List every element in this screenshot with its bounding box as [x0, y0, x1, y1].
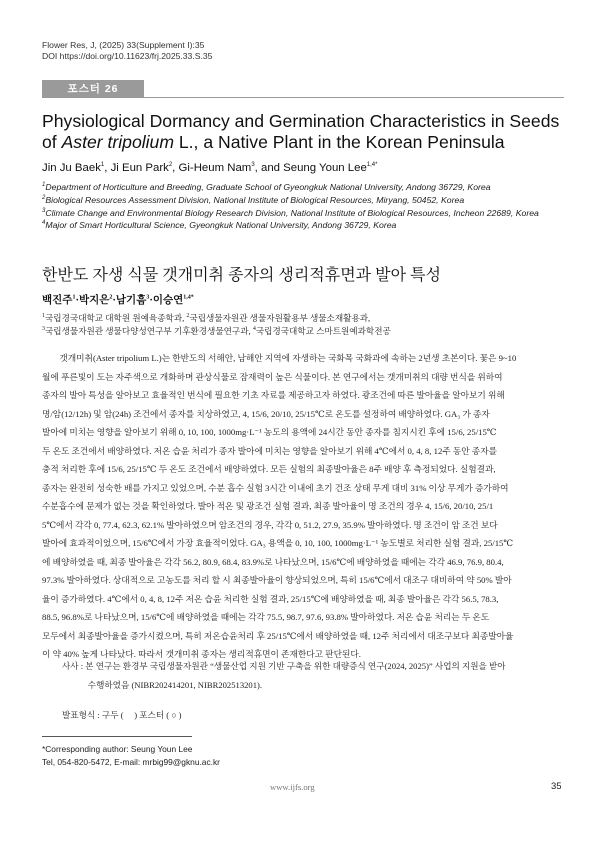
author-separator: ,	[172, 162, 179, 174]
author-sup: 2	[109, 294, 113, 301]
footnote-divider	[42, 736, 192, 737]
abstract-line: 종자는 완전히 성숙한 배를 가지고 있었으며, 수분 흡수 실험 3시간 이내에 초기 건조 상태 무게 대비 31% 이상 무게가 증가하여	[42, 482, 509, 493]
abstract-line: 에 배양하였을 때, 최종 발아율은 각각 56.2, 80.9, 68.4, 83.9%로 나타났으며, 15/6℃에 배양하였을 때에는 각각 46.9, 76.9, 80.4,	[42, 556, 504, 567]
abstract-body	[42, 349, 564, 664]
affiliation-sup: 3	[42, 207, 46, 214]
affiliation-line	[42, 325, 567, 338]
author-sup: 1	[72, 294, 76, 301]
author-sup: 3	[251, 162, 255, 169]
affiliation-item	[42, 194, 567, 207]
corresponding-author: *Corresponding author: Seung Youn Lee	[42, 744, 193, 754]
acknowledgement	[62, 657, 562, 695]
author-name: 박지은	[78, 295, 110, 306]
author-name: Jin Ju Baek	[42, 162, 101, 174]
abstract-line: 모두에서 최종발아율을 증가시켰으며, 특히 저온습윤처리 후 25/15℃에서 배양하였을 때, 12주 처리에서 대조구보다 최종발아율	[42, 630, 514, 641]
affiliation-text: 국립생물자원관 생물자원활용부 생물소재활용과,	[189, 313, 371, 323]
affiliation-sup: 4	[252, 326, 256, 333]
abstract-line: 수분흡수에 문제가 없는 것을 확인하였다. 발아 적온 및 광조건 실험 결과, 최종 발아율이 명 조건의 경우 4, 15/6, 20/10, 25/1	[42, 501, 494, 511]
affiliation-item	[42, 219, 567, 232]
author-name: Gi-Heum Nam	[178, 162, 252, 174]
abstract-line: 율이 증가하였다. 4℃에서 0, 4, 8, 12주 저온 습윤 처리한 실험 결과, 25/15℃에 배양하였을 때, 최종 발아율은 각각 56.5, 78.3,	[42, 593, 499, 604]
abstract-line: 발아에 미치는 영향을 알아보기 위해 0, 10, 100, 1000mg·L⁻¹ 농도의 용액에 24시간 동안 종자를 침지시킨 후에 15/6, 25/15℃	[42, 427, 497, 437]
paper-title-english	[42, 111, 567, 153]
affiliation-text: 국립경국대학교 스마트원예과학전공	[255, 326, 391, 336]
paper-title-korean: 한반도 자생 식물 갯개미취 종자의 생리적휴면과 발아 특성	[42, 267, 441, 284]
affiliations-english	[42, 181, 567, 232]
author-name: Ji Eun Park	[110, 162, 169, 174]
author-separator: ·	[112, 295, 116, 306]
affiliation-text: 국립경국대학교 대학원 원예육종학과,	[45, 313, 187, 323]
contact-info: Tel, 054-820-5472, E-mail: mrbig99@gknu.ac.kr	[42, 757, 220, 767]
author-sup: 1,4*	[183, 294, 194, 301]
author-name: 남기흠	[115, 295, 147, 306]
abstract-line: 충적 처리한 후에 15/6, 25/15℃ 두 온도 조건에서 배양하였다. 모든 실험의 최종발아율은 8주 배양 후 측정되었다. 실험결과,	[42, 464, 496, 474]
authors-korean	[42, 292, 194, 307]
abstract-line: 명/암(12/12h) 및 암(24h) 조건에서 종자를 치상하였고, 4, 15/6, 20/10, 25/15℃로 온도를 설정하여 배양하였다. GA₃ 가 종자	[42, 408, 490, 419]
species-name: Aster tripolium	[61, 132, 174, 152]
author-name: 백진주	[42, 295, 73, 306]
acknowledgement-line: 수행하였음 (NIBR202414201, NIBR202513201).	[62, 680, 263, 690]
author-separator: ·	[75, 295, 79, 306]
abstract-line: 5℃에서 각각 0, 77.4, 62.3, 62.1% 발아하였으며 암조건의 경우, 각각 0, 51.2, 27.9, 35.9% 발아하였다. 명 조건이 암 조건 보다	[42, 519, 498, 530]
affiliation-text: Biological Resources Assessment Division, National Institute of Biological Resources, Miryang, 50452, Korea	[45, 194, 465, 205]
author-separator: ·	[149, 295, 153, 306]
presentation-type: 발표형식 : 구두 ( ) 포스터 ( ○ )	[62, 710, 182, 720]
authors-english	[42, 162, 377, 174]
abstract-line: 갯개미취(Aster tripolium L.)는 한반도의 서해안, 남해안 지역에 자생하는 국화목 국화과에 속하는 2년생 초본이다. 꽃은 9~10	[42, 353, 517, 363]
affiliation-text: Major of Smart Horticultural Science, Gyeongkuk National University, Andong 36729, Korea	[45, 220, 397, 231]
affiliation-text: 국립생물자원관 생물다양성연구부 기후환경생물연구과,	[45, 326, 253, 336]
author-name: 이승연	[152, 295, 184, 306]
author-sup: 2	[168, 162, 173, 169]
affiliation-item	[42, 207, 567, 220]
affiliation-sup: 3	[42, 326, 45, 333]
affiliation-text: Department of Horticulture and Breeding, Graduate School of Gyeongkuk National University, Andong 36729, Korea	[45, 182, 491, 192]
affiliation-sup: 2	[186, 313, 190, 320]
acknowledgement-line: 사사 : 본 연구는 환경부 국립생물자원관 “생물산업 지원 기반 구축을 위한 대량증식 연구(2024, 2025)” 사업의 지원을 받아	[62, 661, 506, 671]
affiliation-sup: 2	[42, 194, 46, 201]
abstract-line: 이 약 40% 높게 나타났다. 따라서 갯개미취 종자는 생리적휴면이 존재한다고 판단된다.	[42, 649, 361, 659]
abstract-line: 88.5, 96.8%로 나타났으며, 15/6℃에 배양하였을 때에는 각각 75.5, 98.7, 97.6, 93.8% 발아하였다. 저온 습윤 처리는 두 온도	[42, 612, 490, 622]
corresponding-author-note	[42, 743, 220, 769]
author-separator: ,	[104, 162, 111, 174]
author-name: Seung Youn Lee	[283, 162, 367, 174]
author-sup: 1,4*	[366, 162, 378, 169]
journal-citation: Flower Res, J, (2025) 33(Supplement I):35	[42, 40, 205, 50]
journal-website: www.ijfs.org	[270, 782, 315, 792]
abstract-line: 발아에 효과적이었으며, 15/6℃에서 가장 효율적이었다. GA₃ 용액을 0, 10, 100, 1000mg·L⁻¹ 농도별로 처리한 실험 결과, 25/15℃	[42, 538, 514, 548]
page-number: 35	[551, 781, 562, 792]
affiliation-sup: 1	[42, 313, 45, 320]
poster-badge: 포스터 26	[42, 80, 144, 98]
affiliations-korean	[42, 312, 567, 338]
affiliation-sup: 1	[42, 182, 46, 189]
abstract-line: 두 온도 조건에서 배양하였다. 저온 습윤 처리가 종자 발아에 미치는 영향을 알아보기 위해 4℃에서 0, 4, 8, 12주 동안 종자를	[42, 445, 497, 456]
author-separator: , and	[254, 162, 284, 174]
author-sup: 3	[146, 294, 150, 301]
title-part-1: Physiological Dormancy and Germination Characteristics in Seeds of	[42, 111, 560, 152]
author-sup: 1	[100, 162, 105, 169]
abstract-line: 월에 푸른빛이 도는 자주색으로 개화하며 관상식물로 잠재력이 높은 식물이다. 본 연구에서는 갯개미취의 대량 번식을 위하여	[42, 371, 503, 382]
journal-header	[42, 40, 212, 62]
affiliation-text: Climate Change and Environmental Biology Research Division, National Institute of Biological Resources, Incheon 22689, Korea	[45, 207, 539, 218]
abstract-line: 97.3% 발아하였다. 상대적으로 고농도를 처리 할 시 최종발아율이 향상되었으며, 특히 15/6℃에서 대조구 대비하여 약 50% 발아	[42, 575, 512, 585]
journal-doi: DOI https://doi.org/10.11623/frj.2025.33.S.35	[42, 51, 213, 61]
title-part-2: L., a Native Plant in the Korean Peninsula	[174, 132, 505, 152]
affiliation-item	[42, 181, 567, 194]
affiliation-line	[42, 312, 567, 325]
affiliation-sup: 4	[42, 220, 46, 227]
abstract-line: 종자의 발아 특성을 알아보고 효율적인 번식에 필요한 기초 자료를 제공하고자 하였다. 광조건에 따른 발아율을 알아보기 위해	[42, 390, 505, 400]
header-divider	[144, 97, 564, 98]
